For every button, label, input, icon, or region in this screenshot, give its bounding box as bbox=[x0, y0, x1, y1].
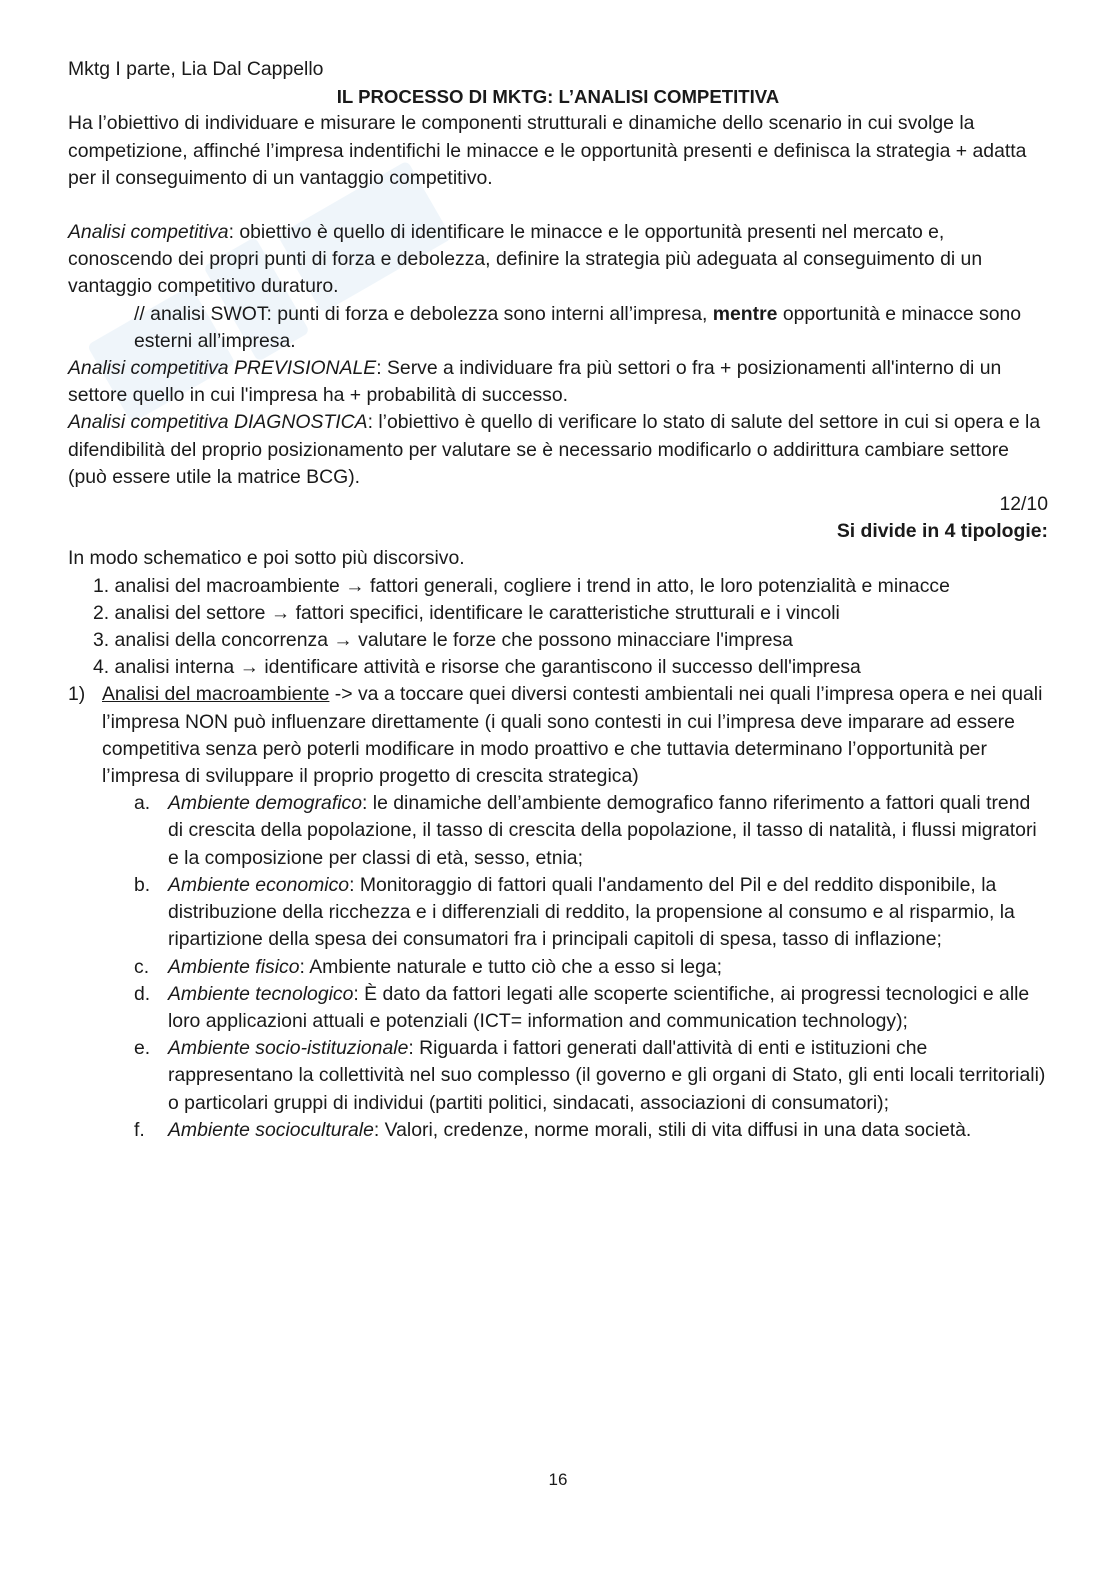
swot-post: opportunità e minacce sono esterni all’impresa. bbox=[134, 302, 1022, 352]
list-item bbox=[68, 1117, 1048, 1144]
item-term: Ambiente economico bbox=[168, 873, 350, 896]
item-term: Ambiente socio-istituzionale bbox=[168, 1037, 409, 1060]
item-term: Ambiente socioculturale bbox=[168, 1118, 374, 1141]
schematic-intro: In modo schematico e poi sotto più discorsivo. bbox=[68, 547, 465, 570]
item-text: : È dato da fattori legati alle scoperte scientifiche, ai progressi tecnologici e alle loro applicazioni attuali e potenziali (ICT= information and communication technology); bbox=[168, 982, 1030, 1032]
item-body bbox=[168, 790, 1048, 872]
list-item bbox=[68, 954, 1048, 981]
list-item: 1. analisi del macroambiente → fattori generali, cogliere i trend in atto, le loro potenzialità e minacce bbox=[93, 574, 950, 597]
swot-bold: mentre bbox=[712, 302, 778, 325]
def-diagnostic-text: : l’obiettivo è quello di verificare lo stato di salute del settore in cui si opera e la difendibilità del proprio posizionamento per valutare se è necessario modificarlo o addirittura cambiare settore (può essere utile la matrice BCG). bbox=[68, 411, 1041, 488]
def-competitive-text: : obiettivo è quello di identificare le minacce e le opportunità presenti nel mercato e, conoscendo dei propri punti di forza e debolezza, definire la strategia più adeguata al conseguimento di un vantaggio competitivo duraturo. bbox=[68, 221, 983, 298]
list-item bbox=[68, 1035, 1048, 1117]
item-term: Ambiente tecnologico bbox=[168, 982, 354, 1005]
list-item bbox=[68, 872, 1048, 954]
section-marker: 1) bbox=[68, 683, 86, 706]
def-forecast-text: : Serve a individuare fra più settori o fra + posizionamenti all'interno di un settore quello in cui l'impresa ha + probabilità di successo. bbox=[68, 357, 1002, 407]
swot-pre: // analisi SWOT: punti di forza e debolezza sono interni all’impresa, bbox=[134, 302, 713, 325]
section-macro bbox=[68, 681, 1048, 790]
section-body bbox=[102, 681, 1048, 790]
item-body bbox=[168, 981, 1048, 1035]
item-body bbox=[168, 1035, 1048, 1117]
list-item: 3. analisi della concorrenza → valutare le forze che possono minacciare l'impresa bbox=[93, 629, 793, 652]
item-text: : Monitoraggio di fattori quali l'andamento del Pil e del reddito disponibile, la distribuzione della ricchezza e i differenziali di reddito, la propensione al consumo e al risparmio, la ripartizione della spesa dei consumatori fra i principali capitoli di spesa, tasso di inflazione; bbox=[168, 873, 1015, 951]
page-number: 16 bbox=[548, 1470, 568, 1489]
list-item: 4. analisi interna → identificare attività e risorse che garantiscono il successo dell'impresa bbox=[93, 656, 861, 679]
item-marker: d. bbox=[134, 982, 151, 1005]
item-text: : Valori, credenze, norme morali, stili di vita diffusi in una data società. bbox=[373, 1118, 972, 1141]
list-item: 2. analisi del settore → fattori specifici, identificare le caratteristiche strutturali e i vincoli bbox=[93, 601, 840, 624]
def-competitive-term: Analisi competitiva bbox=[68, 221, 229, 244]
item-marker: e. bbox=[134, 1037, 151, 1060]
def-competitive bbox=[68, 219, 1048, 301]
subtitle: Si divide in 4 tipologie: bbox=[836, 520, 1048, 543]
def-diagnostic-term: Analisi competitiva DIAGNOSTICA bbox=[68, 411, 368, 434]
swot-note bbox=[68, 301, 1048, 355]
item-marker: c. bbox=[134, 955, 150, 978]
section-heading: Analisi del macroambiente bbox=[102, 683, 330, 706]
typology-list bbox=[68, 573, 1048, 682]
date-label: 12/10 bbox=[999, 493, 1048, 516]
item-body bbox=[168, 872, 1048, 954]
intro-paragraph: Ha l’obiettivo di individuare e misurare le componenti strutturali e dinamiche dello scenario in cui svolge la competizione, affinché l’impresa indentifichi le minacce e le opportunità presenti e definisca la strategia + adatta per il conseguimento di un vantaggio competitivo. bbox=[68, 112, 1027, 189]
document-page bbox=[68, 56, 1048, 1144]
course-header: Mktg I parte, Lia Dal Cappello bbox=[68, 58, 324, 80]
item-body bbox=[168, 1117, 1048, 1144]
def-diagnostic bbox=[68, 409, 1048, 491]
item-marker: b. bbox=[134, 873, 151, 896]
spacer bbox=[68, 192, 1048, 219]
item-text: : Ambiente naturale e tutto ciò che a esso si lega; bbox=[299, 955, 723, 978]
item-term: Ambiente fisico bbox=[168, 955, 300, 978]
item-body bbox=[168, 954, 1048, 981]
page-title: IL PROCESSO DI MKTG: L’ANALISI COMPETITIVA bbox=[336, 86, 780, 108]
def-forecast-term: Analisi competitiva PREVISIONALE bbox=[68, 357, 377, 380]
item-text: : Riguarda i fattori generati dall'attività di enti e istituzioni che rappresentano la collettività nel suo complesso (il governo e gli organi di Stato, gli enti locali territoriali) o particolari gruppi di individui (partiti politici, sindacati, associazioni di consumatori); bbox=[168, 1037, 1046, 1114]
section-text: -> va a toccare quei diversi contesti ambientali nei quali l’impresa opera e nei quali l’impresa NON può influenzare direttamente (i quali sono contesti in cui l’impresa deve imparare ad essere competitiva senza però poterli modificare in modo proattivo e che tuttavia determinano l’opportunità per l’impresa di sviluppare il proprio progetto di crescita strategica) bbox=[102, 683, 1043, 788]
item-marker: f. bbox=[134, 1118, 145, 1141]
item-text: : le dinamiche dell’ambiente demografico fanno riferimento a fattori quali trend di crescita della popolazione, il tasso di crescita della popolazione, il tasso di natalità, i flussi migratori e la composizione per classi di età, sesso, etnia; bbox=[168, 792, 1037, 869]
def-forecast bbox=[68, 355, 1048, 409]
item-term: Ambiente demografico bbox=[168, 792, 363, 815]
list-item bbox=[68, 981, 1048, 1035]
environment-list bbox=[68, 790, 1048, 1144]
item-marker: a. bbox=[134, 792, 151, 815]
list-item bbox=[68, 790, 1048, 872]
